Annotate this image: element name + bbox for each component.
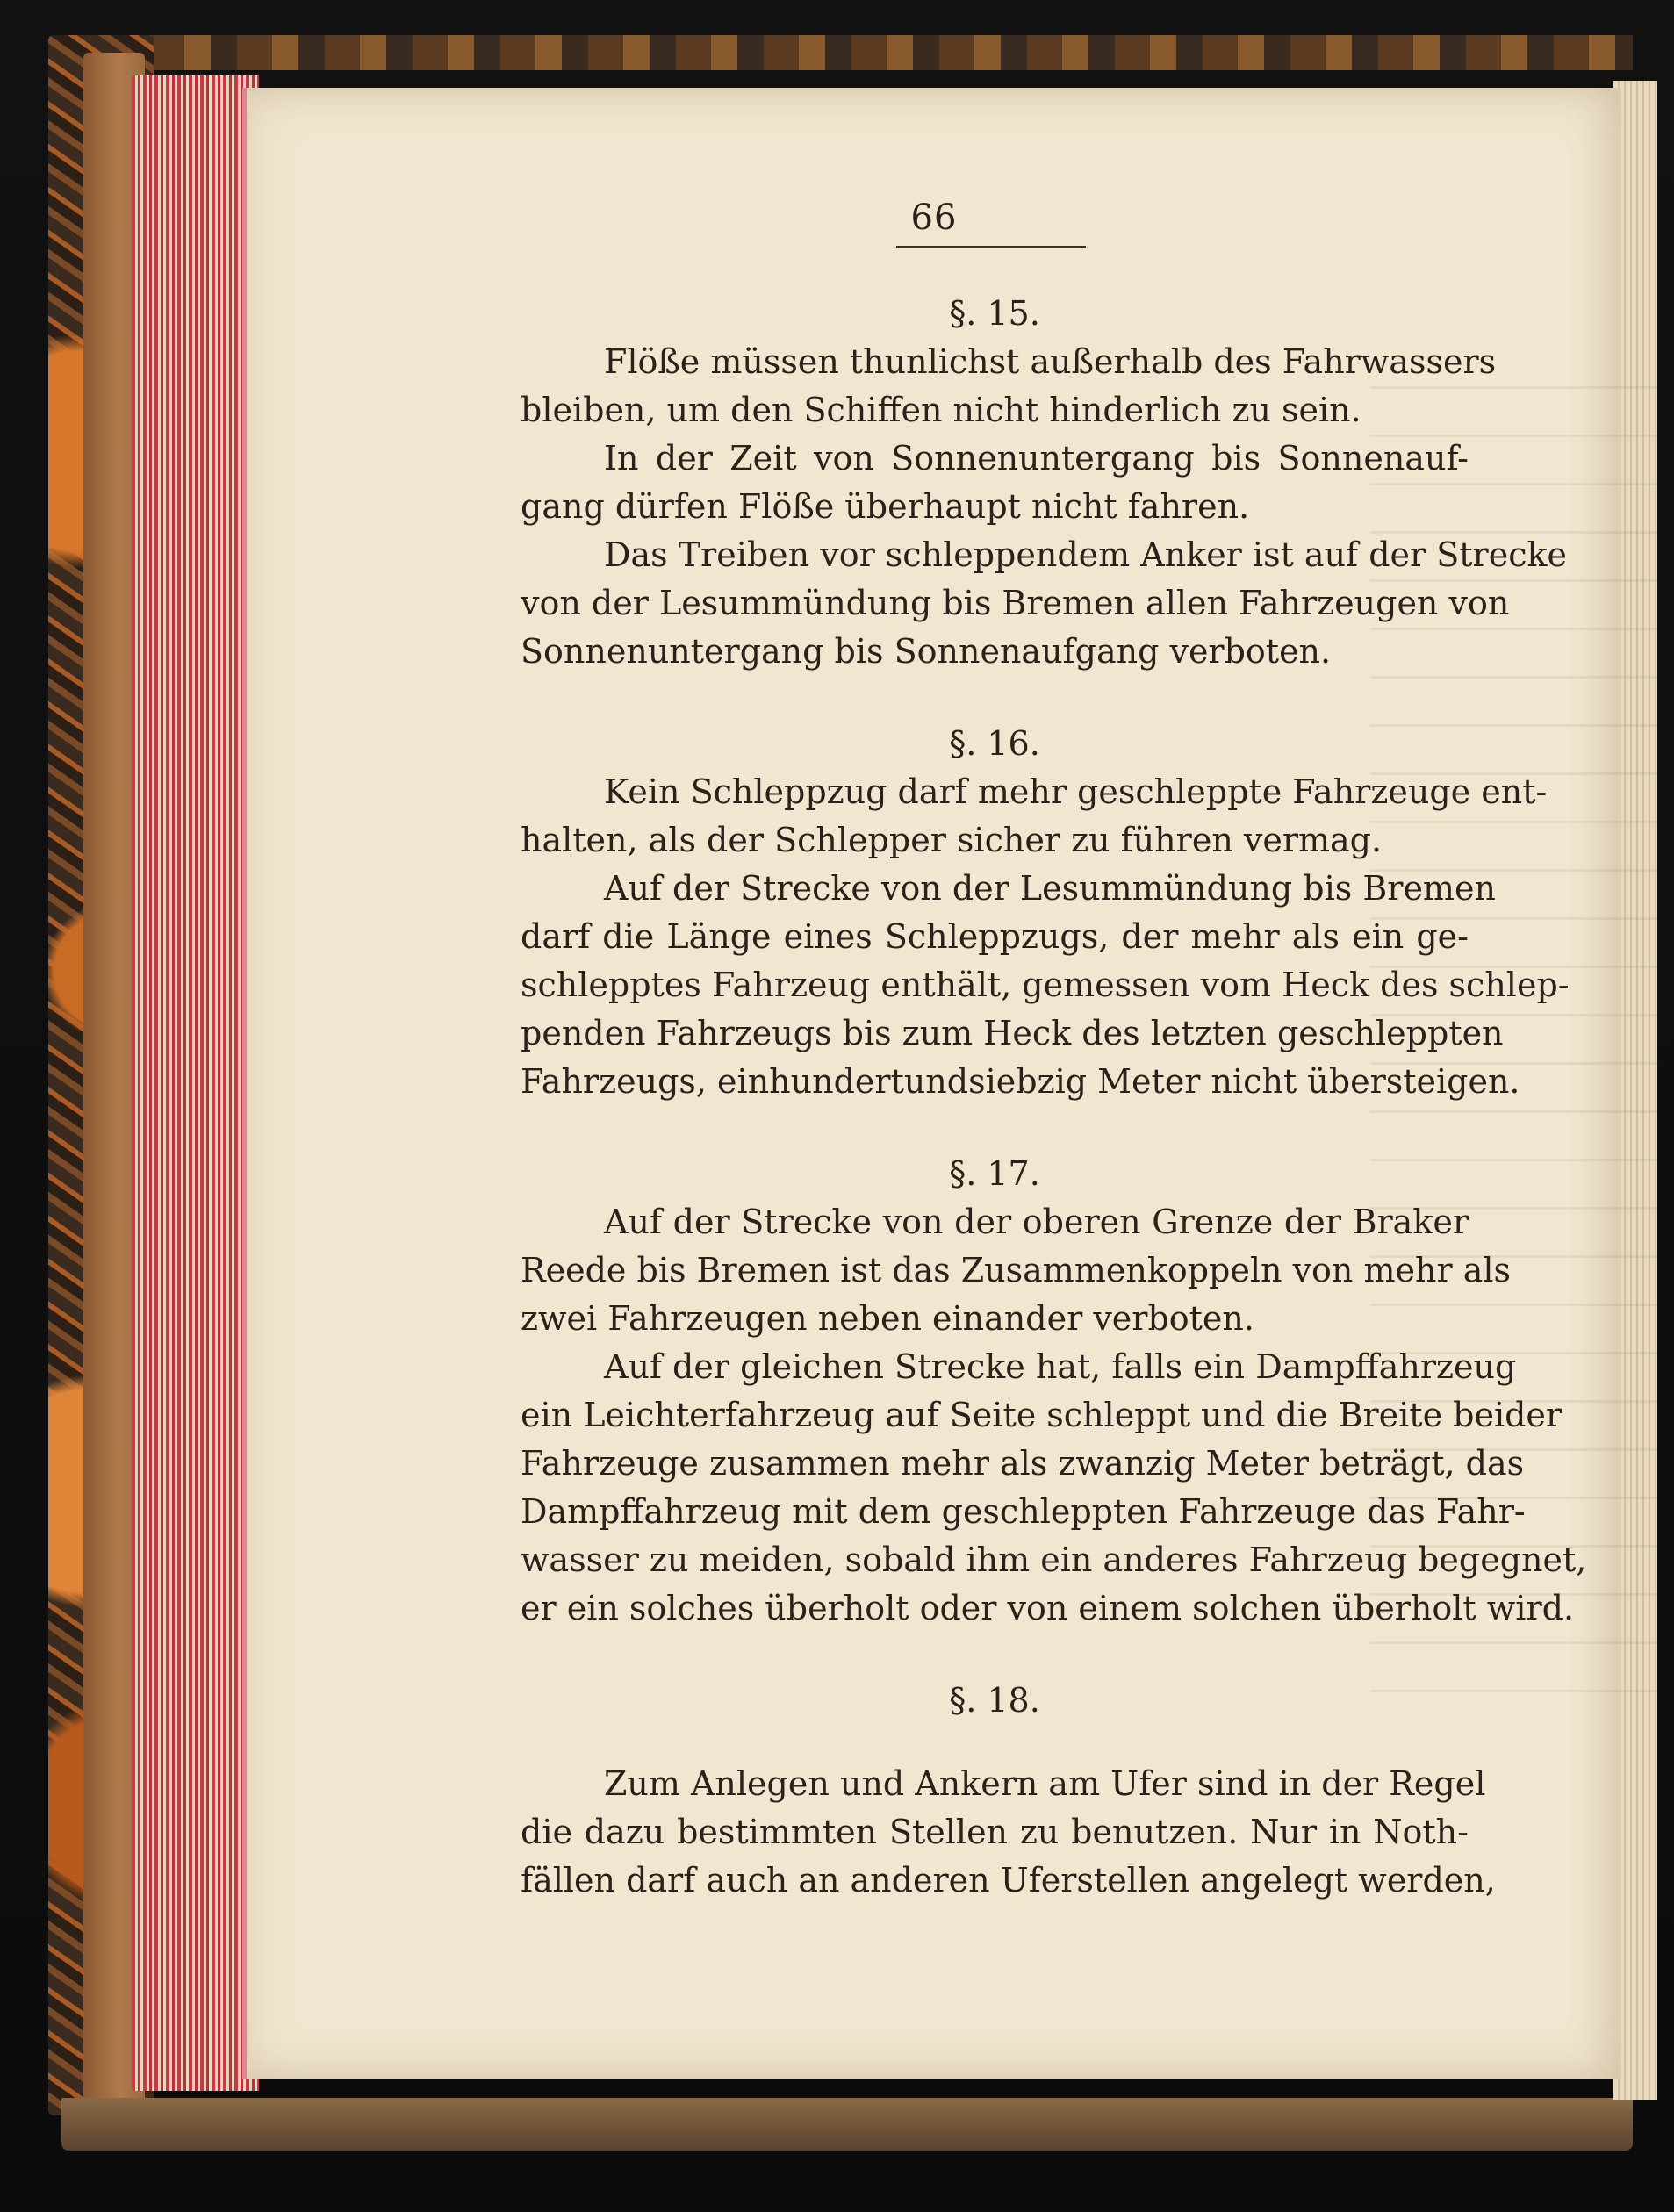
page-number-rule [896, 246, 1086, 248]
text-line: zwei Fahrzeugen neben einander verboten. [521, 1299, 1254, 1338]
text-line: Dampffahrzeug mit dem geschleppten Fahrzeuge das Fahr- [521, 1492, 1526, 1531]
text-line: gang dürfen Flöße überhaupt nicht fahren. [521, 487, 1250, 526]
text-line: Auf der gleichen Strecke hat, falls ein Dampffahrzeug [604, 1347, 1517, 1386]
red-page-edges [132, 75, 259, 2091]
text-line: Auf der Strecke von der Lesummündung bis Bremen [604, 869, 1496, 908]
page-text [521, 290, 1587, 1905]
section-heading: §. 17. [949, 1154, 1040, 1193]
paragraph [521, 1343, 1587, 1633]
section-heading: §. 18. [949, 1681, 1040, 1720]
text-line: er ein solches überholt oder von einem solchen überholt wird. [521, 1589, 1575, 1627]
text-line: Fahrzeugs, einhundertundsiebzig Meter nicht übersteigen. [521, 1062, 1520, 1101]
text-line: die dazu bestimmten Stellen zu benutzen. Nur in Noth- [521, 1813, 1469, 1851]
section-heading: §. 15. [949, 294, 1040, 333]
text-line: Reede bis Bremen ist das Zusammenkoppeln von mehr als [521, 1251, 1512, 1289]
text-line: von der Lesummündung bis Bremen allen Fahrzeugen von [521, 584, 1510, 622]
text-line: In der Zeit von Sonnenuntergang bis Sonnenauf- [604, 439, 1469, 478]
text-line: fällen darf auch an anderen Uferstellen angelegt werden, [521, 1861, 1496, 1900]
text-line: darf die Länge eines Schleppzugs, der mehr als ein ge- [521, 917, 1469, 956]
paragraph [521, 1198, 1512, 1343]
paragraph [521, 434, 1469, 531]
text-line: Flöße müssen thunlichst außerhalb des Fahrwassers [604, 342, 1497, 381]
page-number: 66 [910, 198, 958, 238]
text-line: Auf der Strecke von der oberen Grenze der Braker [604, 1203, 1469, 1241]
text-line: schlepptes Fahrzeug enthält, gemessen vom Heck des schlep- [521, 966, 1570, 1004]
paragraph [521, 531, 1568, 676]
text-line: halten, als der Schlepper sicher zu führen vermag. [521, 821, 1383, 859]
paragraph [521, 865, 1570, 1106]
text-line: bleiben, um den Schiffen nicht hinderlich zu sein. [521, 391, 1361, 429]
paragraph [521, 338, 1497, 434]
paragraph [521, 1760, 1496, 1905]
text-line: Zum Anlegen und Ankern am Ufer sind in der Regel [604, 1764, 1486, 1803]
book-cover-bottom [61, 2098, 1633, 2151]
text-line: Das Treiben vor schleppendem Anker ist auf der Strecke [604, 535, 1568, 574]
text-line: Fahrzeuge zusammen mehr als zwanzig Meter beträgt, das [521, 1444, 1525, 1483]
book-page [242, 88, 1621, 2079]
paragraph [521, 768, 1548, 865]
text-line: wasser zu meiden, sobald ihm ein anderes Fahrzeug begegnet, [521, 1540, 1587, 1579]
text-line: penden Fahrzeugs bis zum Heck des letzten geschleppten [521, 1014, 1504, 1052]
text-line: Sonnenuntergang bis Sonnenaufgang verboten. [521, 632, 1332, 671]
section-heading: §. 16. [949, 724, 1040, 763]
book-cover-top [61, 35, 1633, 70]
text-line: Kein Schleppzug darf mehr geschleppte Fahrzeuge ent- [604, 772, 1548, 811]
text-line: ein Leichterfahrzeug auf Seite schleppt und die Breite beider [521, 1396, 1563, 1434]
